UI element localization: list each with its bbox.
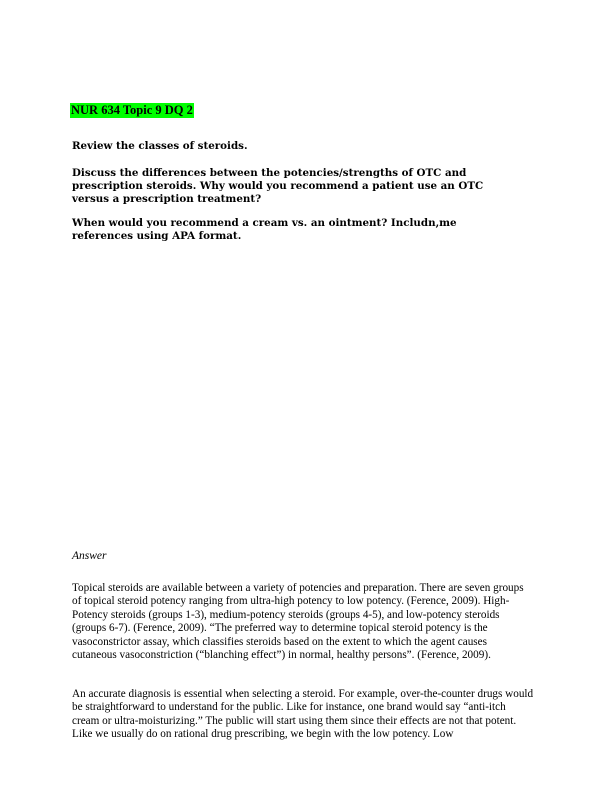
- question-review-classes: Review the classes of steroids.: [72, 140, 248, 152]
- document-title: NUR 634 Topic 9 DQ 2: [71, 103, 193, 117]
- answer-label: Answer: [72, 550, 107, 562]
- question-otc-vs-prescription: Discuss the differences between the potencies/strengths of OTC and prescription steroids. Why would you recommend a patient use an OTC versus a prescription treatment?: [72, 167, 484, 205]
- answer-paragraph-diagnosis: An accurate diagnosis is essential when selecting a steroid. For example, over-the-counter drugs would be straightforward to understand for the public. Like for instance, one brand would say “anti-itch cream or ultra-moisturizing.” The public will start using them since their effects are not that potent. Like we usually do on rational drug prescribing, we begin with the low potency. Low: [72, 688, 534, 741]
- question-cream-vs-ointment: When would you recommend a cream vs. an ointment? Includn,me references using APA format.: [72, 217, 457, 242]
- answer-paragraph-potency: Topical steroids are available between a variety of potencies and preparation. There are seven groups of topical steroid potency ranging from ultra-high potency to low potency. (Ference, 2009). High-Potency steroids (groups 1-3), medium-potency steroids (groups 4-5), and low-potency steroids (groups 6-7). (Ference, 2009). “The preferred way to determine topical steroid potency is the vasoconstrictor assay, which classifies steroids based on the extent to which the agent causes cutaneous vasoconstriction (“blanching effect”) in normal, healthy persons”. (Ference, 2009).: [72, 582, 524, 662]
